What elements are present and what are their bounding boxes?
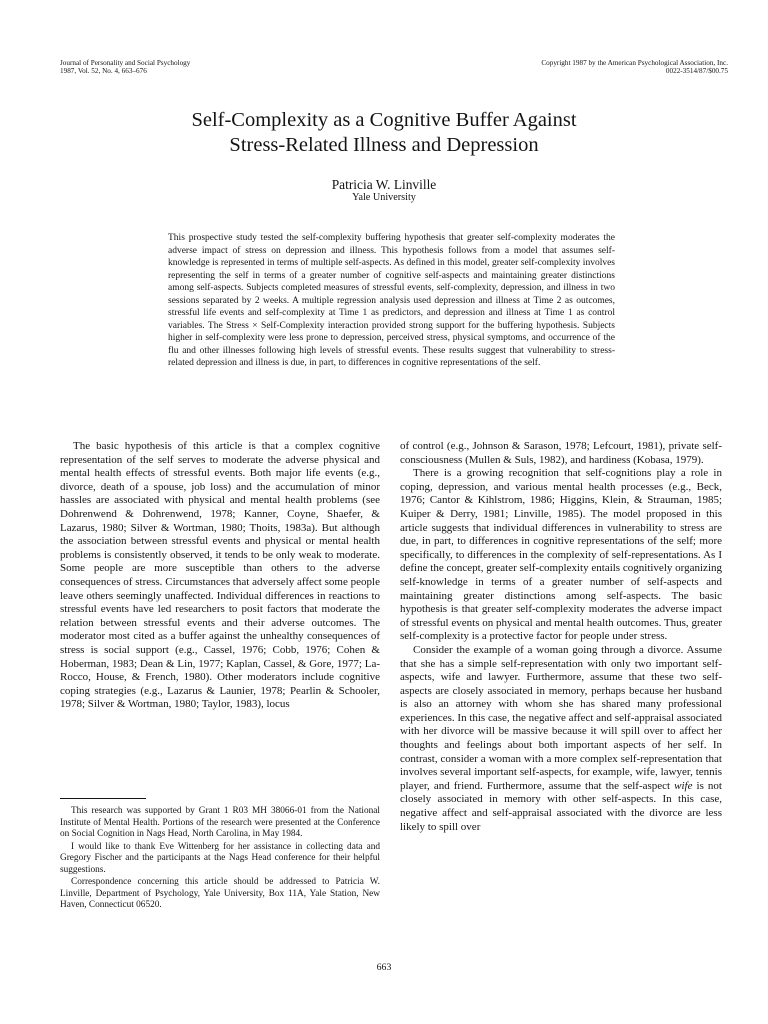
copyright-notice: Copyright 1987 by the American Psychological Association, Inc. <box>541 59 728 67</box>
title-line-1: Self-Complexity as a Cognitive Buffer Against <box>191 109 577 131</box>
author-name: Patricia W. Linville <box>331 177 437 192</box>
running-header-left <box>60 59 190 76</box>
body-paragraph: There is a growing recognition that self-cognitions play a role in coping, depression, and various mental health processes (e.g., Beck, 1976; Cantor & Kihlstrom, 1986; Higgins, Klein, & Strauman, 1985; Kuiper & Derry, 1981; Linville, 1985). The model proposed in this article suggests that individual differences in vulnerability to stress are due, in part, to differences in cognitive representations of the self; more specifically, to differences in the complexity of self-representations. As I define the concept, greater self-complexity entails cognitively organizing self-knowledge in terms of a greater number of self-aspects and maintaining greater distinctions among self-aspects. The basic hypothesis is that greater self-complexity moderates the adverse impact of stressful events on physical and mental health outcomes. Thus, greater self-complexity is a protective factor for people under stress. <box>400 467 722 643</box>
footnote: This research was supported by Grant 1 R03 MH 38066-01 from the National Institute of Mental Health. Portions of the research were presented at the Conference on Social Cognition in Nags Head, North Carolina, in May 1984. <box>60 806 380 839</box>
page-number: 663 <box>376 962 392 973</box>
footnote: Correspondence concerning this article should be addressed to Patricia W. Linville, Department of Psychology, Yale University, Box 11A, Yale Station, New Haven, Connecticut 06520. <box>60 877 380 910</box>
footnote-divider <box>60 798 146 799</box>
italic-term: wife <box>674 779 693 792</box>
footnotes <box>60 806 380 913</box>
running-header-right <box>541 59 728 76</box>
body-column-left <box>60 440 380 712</box>
body-text: is not closely associated in memory with other self-aspects. In this case, negative affect and self-appraisal associated with the divorce are less likely to spill over <box>400 779 722 833</box>
body-paragraph: of control (e.g., Johnson & Sarason, 1978; Lefcourt, 1981), private self-consciousness (Mullen & Suls, 1982), and hardiness (Kobasa, 1979). <box>400 440 722 466</box>
footnote: I would like to thank Eve Wittenberg for her assistance in collecting data and Gregory Fischer and the participants at the Nags Head conference for their helpful suggestions. <box>60 841 380 875</box>
journal-volume: 1987, Vol. 52, No. 4, 663–676 <box>60 67 147 76</box>
body-column-right <box>400 440 722 834</box>
body-paragraph: The basic hypothesis of this article is that a complex cognitive representation of the self serves to moderate the adverse physical and mental health effects of stressful events. Both major life events (e.g., divorce, death of a spouse, job loss) and the accumulation of minor hassles are associated with physical and mental health problems (see Dohrenwend & Dohrenwend, 1978; Kanner, Coyne, Shaefer, & Lazarus, 1980; Silver & Wortman, 1980; Thoits, 1983a). But although the association between stressful events and physical or mental health problems is consistently observed, it tends to be only weak to moderate. Some people are more susceptible than others to the adverse consequences of stress. Circumstances that adversely affect some people leave others seemingly unaffected. Individual differences in reactions to stressful events have led researchers to posit factors that moderate the relation between stressful events and their adverse outcomes. The moderator most cited as a buffer against the unhealthy consequences of stress is social support (e.g., Cassel, 1976; Cobb, 1976; Cohen & Hoberman, 1983; Dean & Lin, 1977; Kaplan, Cassel, & Gore, 1977; La-Rocco, House, & French, 1980). Other moderators include cognitive coping strategies (e.g., Lazarus & Launier, 1978; Pearlin & Schooler, 1978; Silver & Wortman, 1980; Taylor, 1983), locus <box>60 440 380 711</box>
title-line-2: Stress-Related Illness and Depression <box>229 133 539 156</box>
body-text: Consider the example of a woman going through a divorce. Assume that she has a simple self-representation with only two important self-aspects, wife and lawyer. Furthermore, assume that these two self-aspects are closely associated in memory, perhaps because her husband is also an attorney with whom she has shared many professional experiences. In this case, the negative affect and self-appraisal associated with her divorce will be massive because it will spill over to affect her thoughts and feelings about both important aspects of her self. In contrast, consider a woman with a more complex self-representation that involves several important self-aspects, for example, wife, lawyer, tennis player, and friend. Furthermore, assume that the self-aspect <box>400 643 723 792</box>
abstract: This prospective study tested the self-complexity buffering hypothesis that greater self-complexity moderates the adverse impact of stress on depression and illness. This hypothesis follows from a model that assumes self-knowledge is represented in terms of multiple self-aspects. As defined in this model, greater self-complexity involves representing the self in terms of a greater number of cognitive self-aspects and maintaining greater distinctions among self-aspects. Subjects completed measures of stressful events, self-complexity, depression, and illness in two sessions separated by 2 weeks. A multiple regression analysis used depression and illness at Time 2 as outcomes, stressful life events and self-complexity at Time 1 as predictors, and depression and illness at Time 1 as control variables. The Stress × Self-Complexity interaction provided strong support for the buffering hypothesis. Subjects higher in self-complexity were less prone to depression, perceived stress, physical symptoms, and occurrence of the flu and other illnesses following high levels of stressful events. These results suggest that vulnerability to stress-related depression and illness is due, in part, to differences in cognitive representations of the self. <box>168 233 615 369</box>
author-affiliation: Yale University <box>352 192 416 203</box>
journal-name: Journal of Personality and Social Psychology <box>60 59 191 67</box>
body-paragraph <box>400 644 722 834</box>
issn-code: 0022-3514/87/$00.75 <box>665 67 728 76</box>
article-title <box>0 108 768 157</box>
